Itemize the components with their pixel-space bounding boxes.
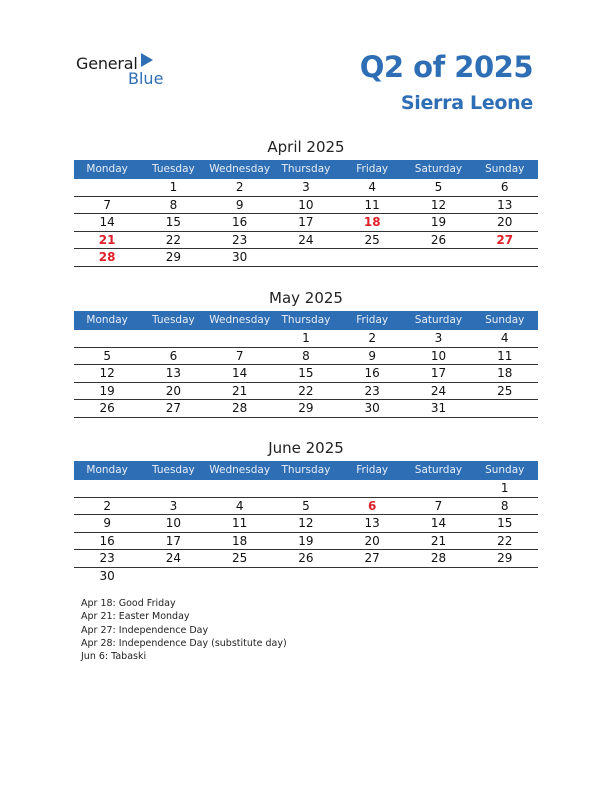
week-row (74, 568, 538, 585)
day-cell: 24 (430, 383, 447, 398)
day-cell (74, 480, 140, 497)
day-cell: 4 (368, 180, 377, 194)
weekday-header (74, 311, 538, 330)
day-cell: 18 (363, 215, 381, 230)
day-cell: 27 (165, 401, 182, 416)
week-row (74, 365, 538, 383)
day-cell: 20 (165, 383, 182, 398)
day-cell: 9 (368, 348, 377, 363)
day-cell: 14 (99, 215, 115, 230)
day-cell: 5 (434, 180, 443, 194)
day-cell (339, 568, 405, 585)
day-cell: 21 (232, 383, 248, 398)
week-row (74, 515, 538, 533)
day-cell: 8 (169, 197, 178, 212)
day-cell (74, 330, 140, 347)
logo-flag-icon (141, 53, 155, 67)
day-cell (140, 330, 206, 347)
logo-text-general: General (76, 54, 138, 73)
weekday-label: Thursday (281, 314, 331, 326)
week-row (74, 197, 538, 215)
day-cell: 8 (302, 348, 310, 363)
day-cell (140, 568, 206, 585)
day-cell: 4 (235, 498, 244, 513)
weekday-label: Saturday (414, 314, 463, 326)
day-cell (405, 568, 471, 585)
day-cell: 2 (368, 331, 377, 345)
day-cell: 25 (232, 551, 248, 566)
day-cell (273, 480, 339, 497)
day-cell: 28 (98, 250, 116, 265)
day-cell: 20 (497, 215, 513, 230)
day-cell: 10 (298, 197, 314, 212)
day-cell: 17 (298, 215, 314, 230)
weekday-header (74, 461, 538, 480)
day-cell: 3 (169, 498, 178, 513)
day-cell: 9 (235, 197, 244, 212)
day-cell (207, 330, 273, 347)
day-cell: 22 (298, 383, 314, 398)
week-row (74, 400, 538, 418)
day-cell: 27 (496, 232, 514, 247)
holiday-item: Apr 18: Good Friday (81, 598, 176, 609)
week-row (74, 214, 538, 232)
logo-text-blue: Blue (128, 69, 164, 88)
weekday-label: Sunday (485, 314, 525, 326)
week-row (74, 249, 538, 267)
week-row (74, 232, 538, 250)
month-title: May 2025 (269, 289, 343, 307)
holiday-item: Jun 6: Tabaski (81, 651, 147, 663)
day-cell: 1 (302, 331, 310, 345)
day-cell: 6 (169, 348, 178, 363)
month-calendar (74, 289, 538, 418)
day-cell: 5 (302, 498, 310, 513)
day-cell: 21 (98, 232, 116, 247)
weekday-label: Sunday (485, 464, 525, 476)
day-cell: 29 (165, 250, 182, 265)
day-cell: 15 (497, 516, 513, 531)
day-cell (140, 480, 206, 497)
holiday-item: Apr 28: Independence Day (substitute day) (81, 637, 287, 649)
page-subtitle: Sierra Leone (400, 92, 533, 114)
day-cell: 30 (232, 250, 248, 265)
weekday-header (74, 160, 538, 179)
day-cell: 20 (364, 533, 380, 548)
weekday-label: Tuesday (152, 314, 195, 326)
weekday-label: Monday (86, 464, 128, 476)
holiday-list (81, 597, 287, 663)
day-cell: 9 (103, 516, 111, 531)
day-cell (207, 568, 273, 585)
day-cell: 7 (235, 348, 244, 363)
day-cell: 7 (103, 197, 111, 212)
day-cell: 14 (430, 516, 447, 531)
day-cell: 2 (103, 498, 111, 513)
day-cell: 23 (99, 551, 115, 566)
day-cell: 26 (99, 401, 115, 416)
day-cell: 15 (298, 366, 314, 381)
day-cell: 5 (103, 348, 111, 363)
day-cell: 16 (364, 366, 380, 381)
day-cell: 25 (364, 232, 380, 247)
day-cell (472, 568, 538, 585)
page-title: Q2 of 2025 (359, 50, 533, 84)
generalblue-logo (76, 52, 176, 92)
day-cell: 12 (298, 516, 314, 531)
day-cell: 19 (99, 383, 115, 398)
day-cell: 1 (500, 481, 509, 495)
day-cell: 11 (364, 197, 380, 212)
day-cell: 23 (232, 232, 248, 247)
day-cell: 28 (430, 551, 447, 566)
day-cell: 14 (232, 366, 248, 381)
day-cell: 16 (99, 533, 115, 548)
day-cell: 10 (430, 348, 447, 363)
day-cell: 22 (165, 232, 182, 247)
month-title: June 2025 (268, 439, 344, 457)
day-cell (339, 480, 405, 497)
day-cell: 6 (368, 498, 377, 513)
day-cell: 18 (497, 366, 513, 381)
day-cell: 11 (497, 348, 513, 363)
day-cell (472, 249, 538, 266)
week-row (74, 383, 538, 401)
day-cell: 16 (232, 215, 248, 230)
day-cell: 26 (298, 551, 314, 566)
month-title: April 2025 (267, 138, 345, 156)
week-row (74, 348, 538, 366)
day-cell: 17 (165, 533, 182, 548)
weekday-label: Sunday (485, 163, 525, 175)
weekday-label: Friday (356, 464, 389, 476)
day-cell: 29 (298, 401, 314, 416)
weekday-label: Tuesday (152, 464, 195, 476)
week-row (74, 550, 538, 568)
day-cell: 30 (99, 568, 115, 583)
day-cell: 21 (430, 533, 447, 548)
weekday-label: Friday (356, 163, 389, 175)
day-cell (207, 480, 273, 497)
day-cell: 3 (434, 331, 443, 345)
day-cell: 2 (235, 180, 244, 194)
day-cell: 18 (232, 533, 248, 548)
day-cell: 19 (430, 215, 447, 230)
day-cell: 4 (500, 331, 509, 345)
day-cell (472, 400, 538, 417)
month-calendar (74, 138, 538, 267)
day-cell: 22 (497, 533, 513, 548)
day-cell: 28 (232, 401, 248, 416)
day-cell: 30 (364, 401, 380, 416)
weekday-label: Thursday (281, 163, 331, 175)
day-cell: 31 (430, 401, 447, 416)
day-cell (405, 480, 471, 497)
day-cell: 7 (434, 498, 443, 513)
day-cell (405, 249, 471, 266)
day-cell: 24 (298, 232, 314, 247)
week-row (74, 498, 538, 516)
holiday-item: Apr 27: Independence Day (81, 624, 209, 636)
holiday-item: Apr 21: Easter Monday (81, 611, 190, 623)
day-cell: 24 (165, 551, 182, 566)
day-cell: 13 (497, 197, 513, 212)
day-cell: 10 (165, 516, 182, 531)
day-cell: 29 (497, 551, 513, 566)
day-cell: 1 (169, 180, 178, 194)
day-cell: 3 (302, 180, 310, 194)
day-cell: 11 (232, 516, 248, 531)
day-cell: 6 (500, 180, 509, 194)
weekday-label: Tuesday (152, 163, 195, 175)
day-cell (273, 249, 339, 266)
weekday-label: Wednesday (209, 464, 271, 476)
week-row (74, 179, 538, 197)
weekday-label: Monday (86, 314, 128, 326)
day-cell (273, 568, 339, 585)
month-calendar (74, 439, 538, 585)
weekday-label: Saturday (414, 464, 463, 476)
week-row (74, 480, 538, 498)
day-cell: 8 (500, 498, 509, 513)
weekday-label: Wednesday (209, 163, 271, 175)
day-cell: 12 (430, 197, 447, 212)
week-row (74, 330, 538, 348)
week-row (74, 533, 538, 551)
weekday-label: Saturday (414, 163, 463, 175)
weekday-label: Wednesday (209, 314, 271, 326)
day-cell: 13 (364, 516, 380, 531)
day-cell: 23 (364, 383, 380, 398)
weekday-label: Friday (356, 314, 389, 326)
day-cell: 17 (430, 366, 447, 381)
day-cell: 27 (364, 551, 380, 566)
day-cell: 19 (298, 533, 314, 548)
day-cell: 13 (165, 366, 182, 381)
day-cell: 26 (430, 232, 447, 247)
day-cell (74, 179, 140, 196)
day-cell (339, 249, 405, 266)
day-cell: 15 (165, 215, 182, 230)
day-cell: 12 (99, 366, 115, 381)
weekday-label: Monday (86, 163, 128, 175)
day-cell: 25 (497, 383, 513, 398)
weekday-label: Thursday (281, 464, 331, 476)
